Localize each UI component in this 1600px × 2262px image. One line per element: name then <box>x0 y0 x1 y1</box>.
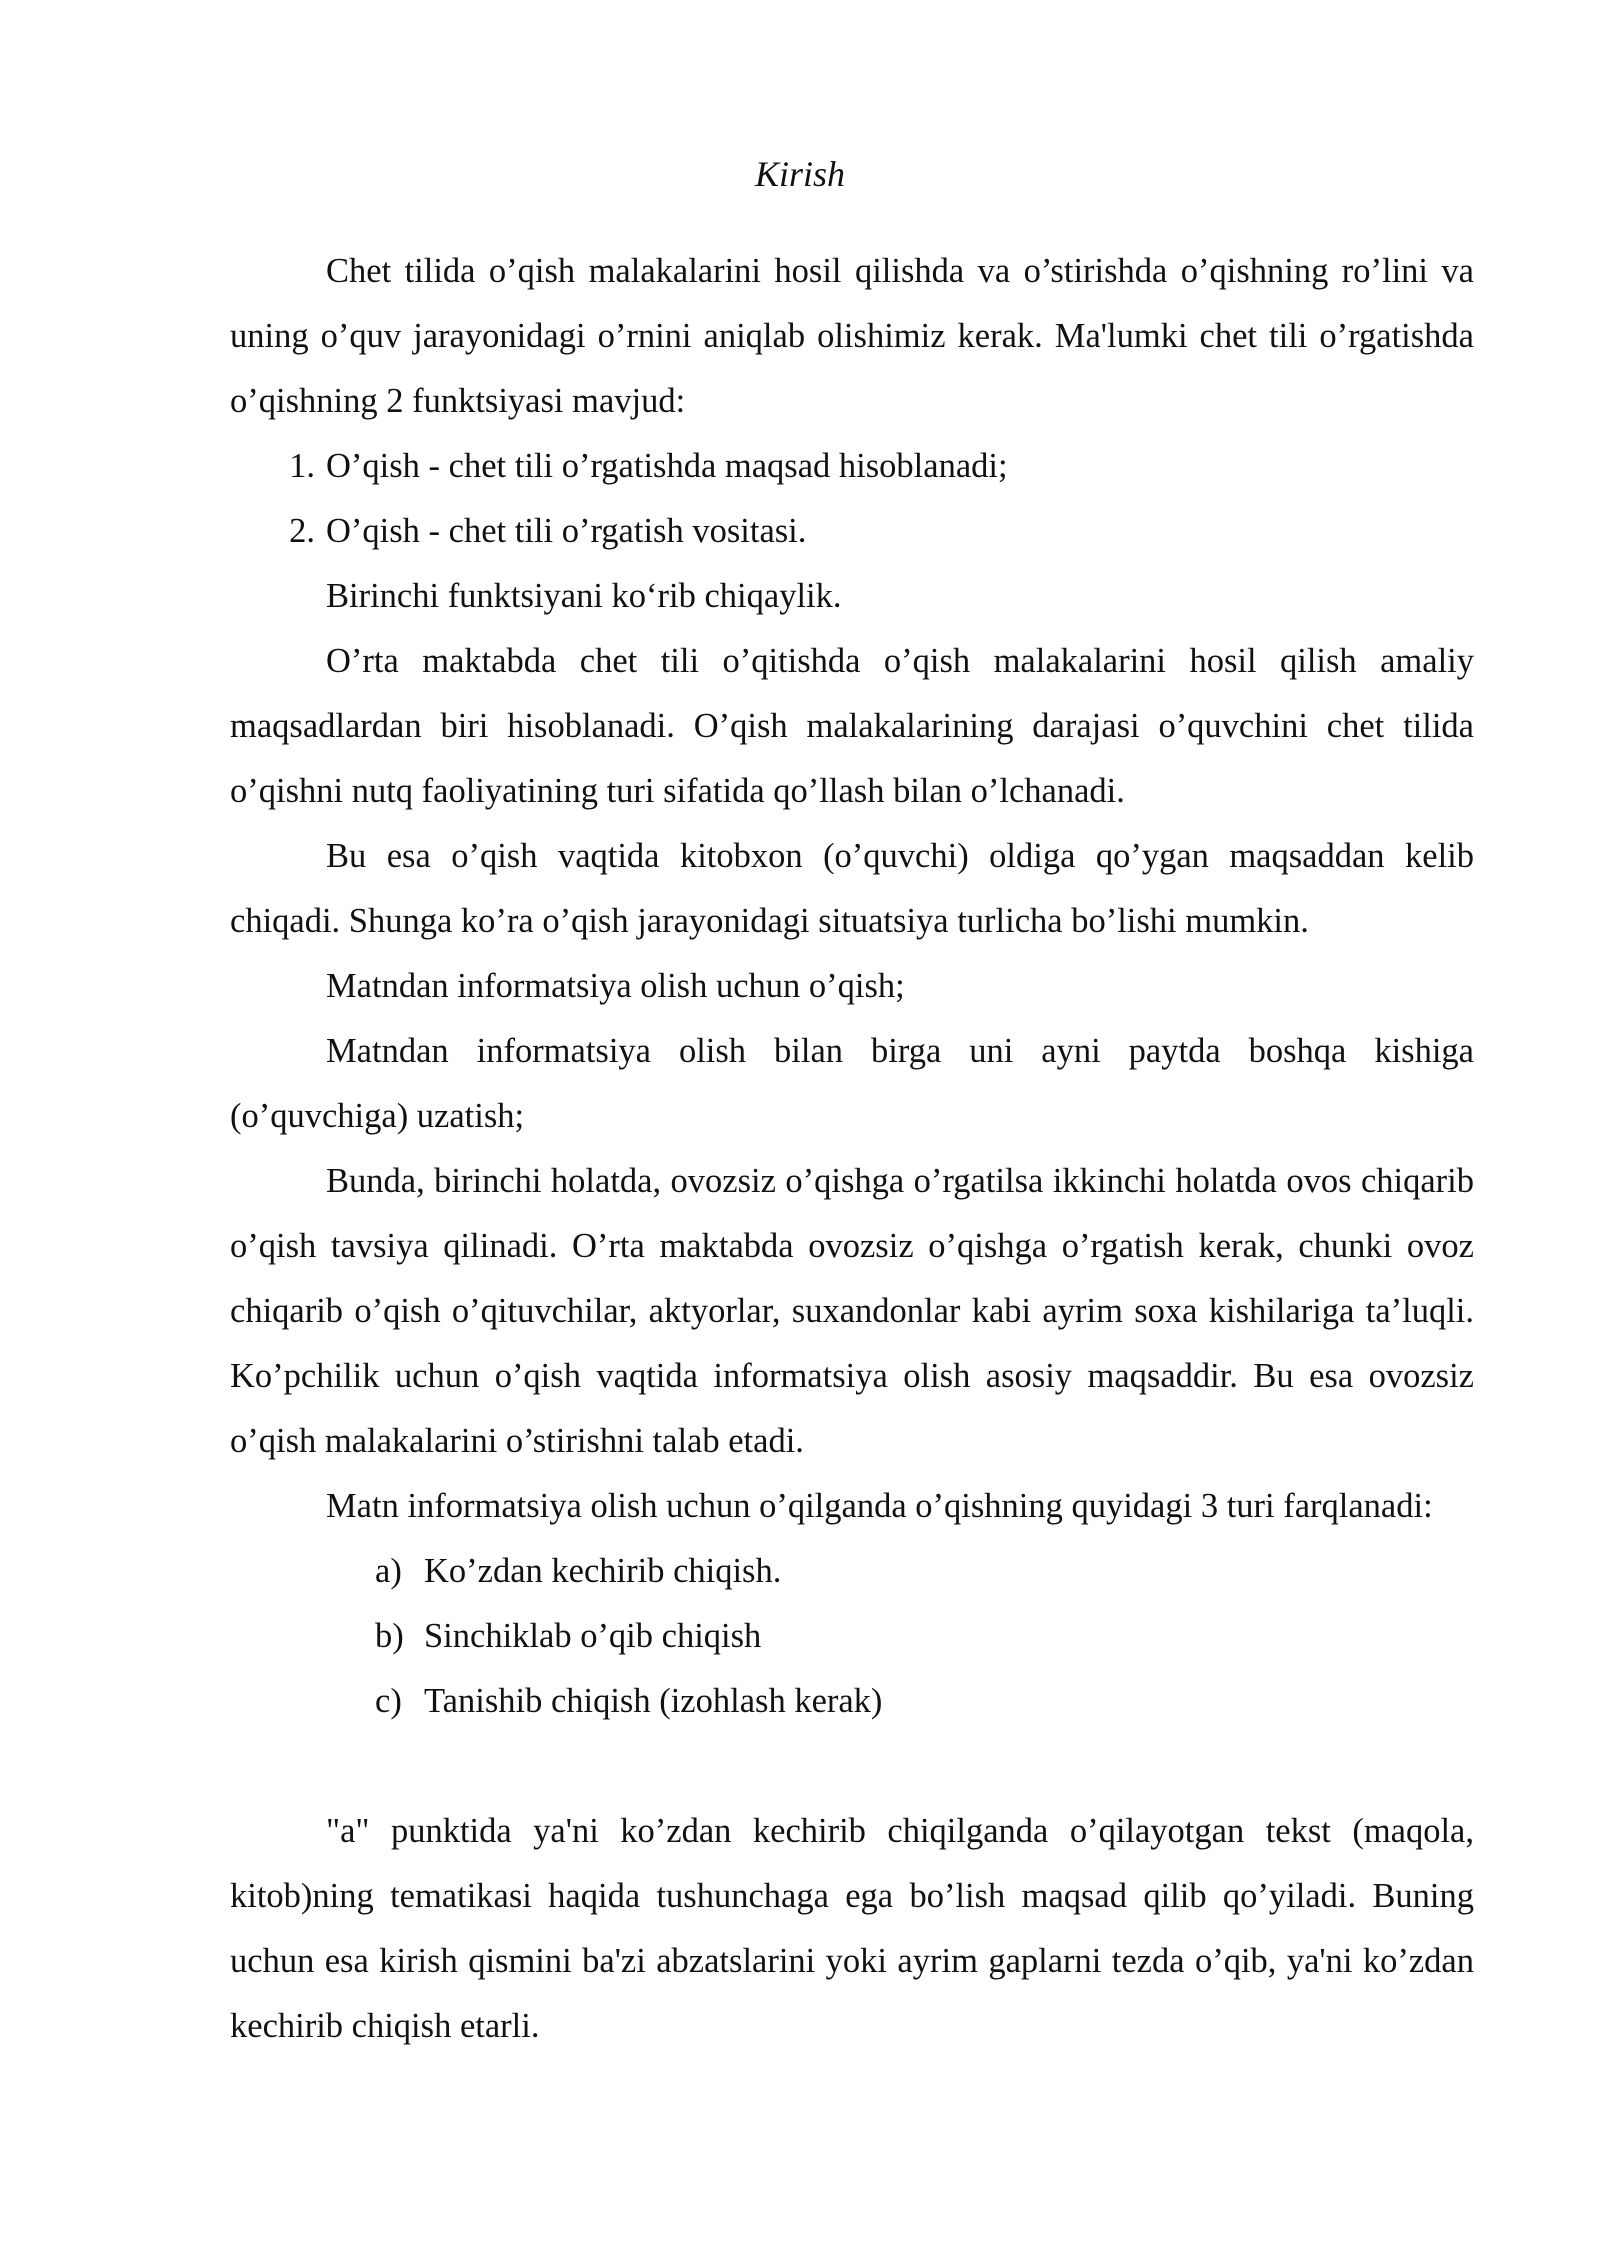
numbered-list <box>230 434 1474 564</box>
paragraph: Matndan informatsiya olish uchun o’qish; <box>326 967 905 1005</box>
paragraph: "a" punktida ya'ni ko’zdan kechirib chiqilganda o’qilayotgan tekst (maqola, kitob)ning tematikasi haqida tushunchaga ega bo’lish maqsad qilib qo’yiladi. Buning uchun esa kirish qismini ba'zi abzatslarini yoki ayrim gaplarni tezda o’qib, ya'ni ko’zdan kechirib chiqish etarli. <box>230 1812 1474 2045</box>
page-title: Kirish <box>754 154 846 194</box>
paragraph: Matn informatsiya olish uchun o’qilganda o’qishning quyidagi 3 turi farqlanadi: <box>326 1487 1433 1525</box>
document-body <box>230 239 1474 2059</box>
list-item-text: O’qish - chet tili o’rgatishda maqsad hisoblanadi; <box>326 447 1008 485</box>
paragraph: O’rta maktabda chet tili o’qitishda o’qish malakalarini hosil qilish amaliy maqsadlardan biri hisoblanadi. O’qish malakalarining darajasi o’quvchini chet tilida o’qishni nutq faoliyatining turi sifatida qo’llash bilan o’lchanadi. <box>230 642 1474 810</box>
list-item <box>230 499 1474 564</box>
list-item-text: O’qish - chet tili o’rgatish vositasi. <box>326 512 807 550</box>
paragraph-intro: Chet tilida o’qish malakalarini hosil qilishda va o’stirishda o’qishning ro’lini va uning o’quv jarayonidagi o’rnini aniqlab olishimiz kerak. Ma'lumki chet tili o’rgatishda o’qishning 2 funktsiyasi mavjud: <box>230 252 1474 420</box>
list-item <box>230 434 1474 499</box>
list-item <box>230 1539 1474 1604</box>
list-item-text: Tanishib chiqish (izohlash kerak) <box>424 1682 883 1720</box>
blank-line <box>230 1734 1474 1799</box>
paragraph: Birinchi funktsiyani ko‘rib chiqaylik. <box>326 577 842 615</box>
list-item <box>230 1669 1474 1734</box>
list-marker: c) <box>375 1682 402 1720</box>
list-marker: 1. <box>289 447 315 485</box>
list-marker: 2. <box>289 512 315 550</box>
list-item-text: Ko’zdan kechirib chiqish. <box>424 1552 782 1590</box>
list-marker: a) <box>375 1552 402 1590</box>
paragraph: Matndan informatsiya olish bilan birga uni ayni paytda boshqa kishiga (o’quvchiga) uzatish; <box>230 1032 1474 1135</box>
list-item-text: Sinchiklab o’qib chiqish <box>424 1617 762 1655</box>
paragraph: Bu esa o’qish vaqtida kitobxon (o’quvchi) oldiga qo’ygan maqsaddan kelib chiqadi. Shunga ko’ra o’qish jarayonidagi situatsiya turlicha bo’lishi mumkin. <box>230 837 1474 940</box>
list-marker: b) <box>375 1617 404 1655</box>
list-item <box>230 1604 1474 1669</box>
alpha-list <box>230 1539 1474 1734</box>
paragraph: Bunda, birinchi holatda, ovozsiz o’qishga o’rgatilsa ikkinchi holatda ovos chiqarib o’qish tavsiya qilinadi. O’rta maktabda ovozsiz o’qishga o’rgatish kerak, chunki ovoz chiqarib o’qish o’qituvchilar, aktyorlar, suxandonlar kabi ayrim soxa kishilariga ta’luqli. Ko’pchilik uchun o’qish vaqtida informatsiya olish asosiy maqsaddir. Bu esa ovozsiz o’qish malakalarini o’stirishni talab etadi. <box>230 1162 1474 1460</box>
